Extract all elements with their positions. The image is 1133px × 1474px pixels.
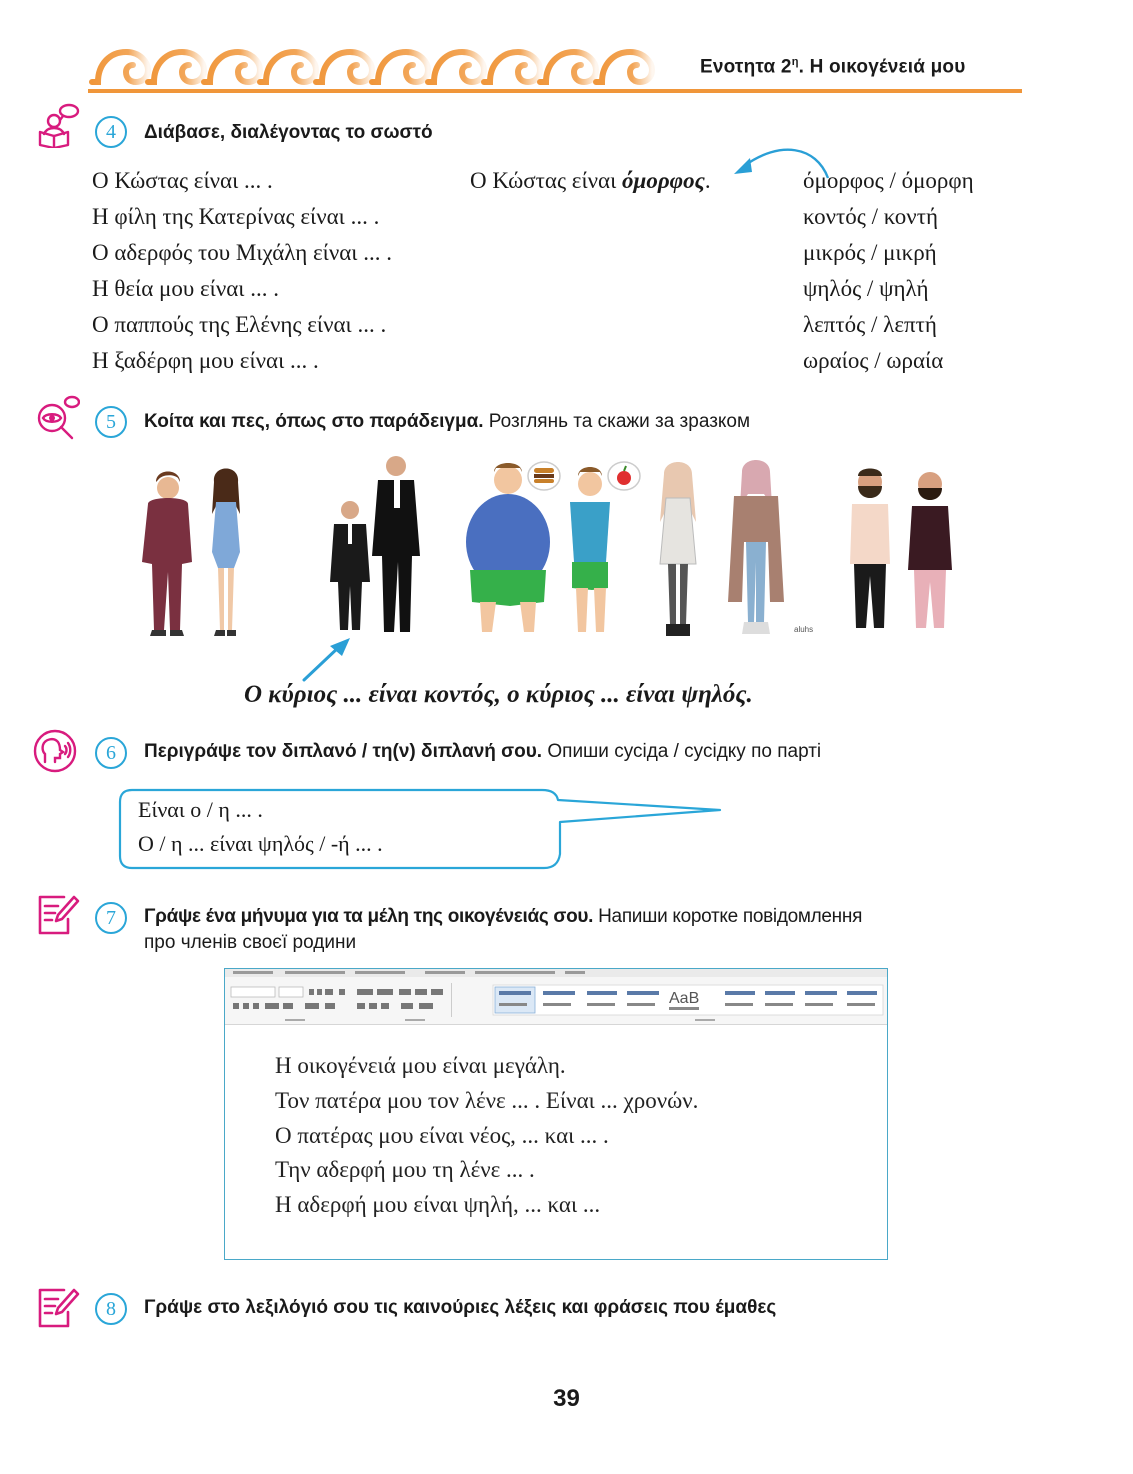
ex4-option: μικρός / μικρή <box>803 240 937 265</box>
man-bearded-figure-2 <box>908 472 952 628</box>
word-document-mockup <box>224 968 888 1260</box>
ex4-option: κοντός / κοντή <box>803 204 938 229</box>
exercise-6-number: 6 <box>95 737 127 769</box>
exercise-8-number: 8 <box>95 1293 127 1325</box>
woman-tall-figure <box>212 469 240 637</box>
ex4-example-sentence: Ο Κώστας είναι όμορφος. <box>470 168 711 193</box>
doc-line: Η οικογένειά μου είναι μεγάλη. <box>275 1053 566 1078</box>
page-header <box>0 0 1133 100</box>
burger-bubble-icon <box>528 462 560 490</box>
ex4-sentence: Η θεία μου είναι ... . <box>92 276 279 301</box>
exercise-7-title: Γράψε ένα μήνυμα για τα μέλη της οικογένειάς σου. Напиши коротке повідомлення <box>144 906 863 927</box>
ex4-option: ψηλός / ψηλή <box>803 276 929 301</box>
look-eye-icon <box>34 394 80 440</box>
ex4-sentence: Η φίλη της Κατερίνας είναι ... . <box>92 204 380 229</box>
man-tall-figure <box>372 456 420 632</box>
exercise-7-number: 7 <box>95 902 127 934</box>
bubble-line: Ο / η ... είναι ψηλός / -ή ... . <box>138 831 383 856</box>
illustration-signature: aluhs <box>794 625 814 634</box>
exercise-4-number: 4 <box>95 116 127 148</box>
exercise-5-title: Κοίτα και πες, όπως στο παράδειγμα. Розглянь та скажи за зразком <box>144 411 751 432</box>
pointer-arrow <box>296 634 356 686</box>
writing-pencil-icon <box>34 1284 80 1330</box>
man-bearded-figure-1 <box>850 469 890 629</box>
woman-short-figure <box>142 472 192 637</box>
writing-pencil-icon <box>34 891 80 937</box>
ex5-example-sentence: Ο κύριος ... είναι κοντός, ο κύριος ... είναι ψηλός. <box>244 681 753 708</box>
doc-line: Η αδερφή μου είναι ψηλή, ... και ... <box>275 1192 601 1217</box>
ribbon-toolbar-graphic <box>225 969 887 1025</box>
word-ribbon <box>225 969 887 1025</box>
doc-line: Ο πατέρας μου είναι νέος, ... και ... . <box>275 1123 609 1148</box>
ex4-sentence: Ο αδερφός του Μιχάλη είναι ... . <box>92 240 392 265</box>
ex4-option: όμορφος / όμορφη <box>803 168 974 193</box>
ex4-sentence: Η ξαδέρφη μου είναι ... . <box>92 348 319 373</box>
bubble-line: Είναι ο / η ... . <box>138 797 263 822</box>
doc-line: Την αδερφή μου τη λένε ... . <box>275 1157 535 1182</box>
page-number: 39 <box>553 1385 580 1412</box>
ex4-option: λεπτός / λεπτή <box>803 312 937 337</box>
ribbon-style-sample: AaB <box>669 990 700 1007</box>
reading-icon <box>36 102 82 148</box>
exercise-4-title: Διάβασε, διαλέγοντας το σωστό <box>144 122 433 143</box>
exercise-7-title-line2: про членів своєї родини <box>144 932 357 953</box>
speaking-head-icon <box>32 728 78 774</box>
ex4-option: ωραίος / ωραία <box>803 348 944 373</box>
ex4-sentence: Ο Κώστας είναι ... . <box>92 168 273 193</box>
unit-title: Ενοτητα $2^\eta$. Η οικογένειά μου <box>700 56 966 78</box>
man-short-figure <box>330 501 370 630</box>
apple-bubble-icon <box>608 462 640 490</box>
man-fit-figure <box>570 467 610 632</box>
people-illustration <box>130 452 990 642</box>
exercise-8-title: Γράψε στο λεξιλόγιό σου τις καινούριες λέξεις και φράσεις που έμαθες <box>144 1297 777 1318</box>
ex4-sentence: Ο παππούς της Ελένης είναι ... . <box>92 312 387 337</box>
exercise-5-number: 5 <box>95 406 127 438</box>
woman-fashion-figure-2 <box>728 460 784 634</box>
greek-wave-ornament <box>88 44 668 86</box>
doc-line: Τον πατέρα μου τον λένε ... . Είναι ... χρονών. <box>275 1088 699 1113</box>
woman-fashion-figure-1 <box>660 462 696 636</box>
header-rule <box>88 89 1022 93</box>
exercise-6-title: Περιγράψε τον διπλανό / τη(ν) διπλανή σου. Опиши сусіда / сусідку по парті <box>144 741 822 762</box>
